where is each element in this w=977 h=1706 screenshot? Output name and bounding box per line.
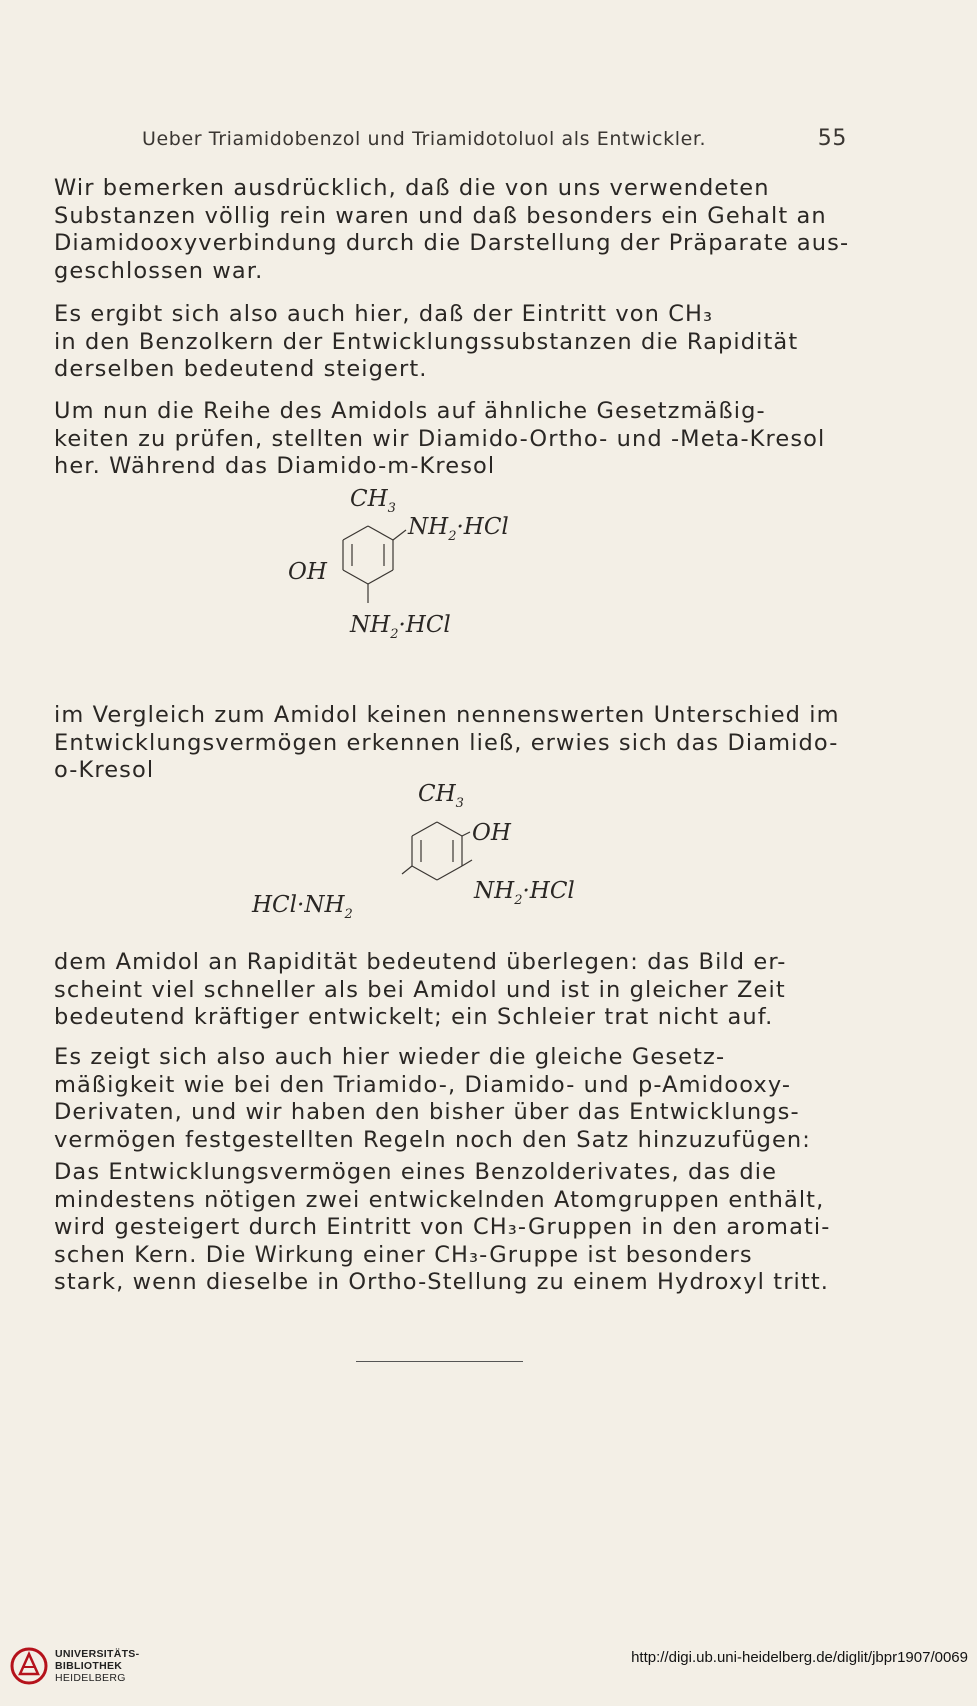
nh2-label: NH xyxy=(408,514,449,540)
paragraph-5 xyxy=(54,949,836,1032)
structural-formula-diamido-o-kresol xyxy=(250,781,630,936)
page-number: 55 xyxy=(817,126,847,151)
hcl-label: ·HCl xyxy=(398,612,451,638)
svg-text:NH2·HCl xyxy=(349,612,451,642)
paragraph-7 xyxy=(54,1159,836,1297)
svg-text:HCl·NH2 xyxy=(251,892,353,922)
benzene-ring-diagram xyxy=(290,488,610,688)
ch3-label: CH xyxy=(350,486,388,512)
structural-formula-diamido-m-kresol xyxy=(290,488,610,688)
text-line: Wir bemerken ausdrücklich, daß die von uns verwendeten xyxy=(54,175,770,201)
text-line: derselben bedeutend steigert. xyxy=(54,356,428,382)
library-name xyxy=(55,1648,139,1684)
text-line: schen Kern. Die Wirkung einer CH₃-Gruppe ist besonders xyxy=(54,1241,753,1268)
text-line: bedeutend kräftiger entwickelt; ein Schleier trat nicht auf. xyxy=(54,1004,774,1030)
text-line: Substanzen völlig rein waren und daß besonders ein Gehalt an xyxy=(54,202,827,229)
text-line: mindestens nötigen zwei entwickelnden Atomgruppen enthält, xyxy=(54,1186,825,1213)
text-line: wird gesteigert durch Eintritt von CH₃-Gruppen in den aromati- xyxy=(54,1214,831,1240)
text-line: in den Benzolkern der Entwicklungssubstanzen die Rapidität xyxy=(54,328,799,355)
benzene-ring-diagram xyxy=(250,781,630,936)
ch3-subscript: 3 xyxy=(387,501,396,516)
paragraph-4 xyxy=(54,702,840,785)
library-name-line: BIBLIOTHEK xyxy=(55,1660,123,1672)
paragraph-1 xyxy=(54,175,850,285)
library-name-line: HEIDELBERG xyxy=(55,1672,126,1684)
text-line: Derivaten, und wir haben den bisher über das Entwicklungs- xyxy=(54,1099,800,1125)
paragraph-6 xyxy=(54,1044,836,1154)
text-line: Es zeigt sich also auch hier wieder die gleiche Gesetz- xyxy=(54,1044,726,1070)
text-line: her. Während das Diamido-m-Kresol xyxy=(54,453,496,479)
heidelberg-seal-icon xyxy=(10,1646,48,1686)
hcl-label: ·HCl xyxy=(522,878,575,904)
text-line: Es ergibt sich also auch hier, daß der Eintritt von CH₃ xyxy=(54,301,714,327)
nh2-subscript: 2 xyxy=(390,627,399,642)
nh2-subscript: 2 xyxy=(344,907,353,922)
paragraph-2 xyxy=(54,301,836,384)
hcl-nh2-label: HCl·NH xyxy=(252,892,345,918)
hcl-label: ·HCl xyxy=(456,514,509,540)
text-line: vermögen festgestellten Regeln noch den Satz hinzuzufügen: xyxy=(54,1126,811,1153)
svg-text:NH2·HCl xyxy=(473,878,575,908)
text-line: o-Kresol xyxy=(54,757,155,783)
ch3-subscript: 3 xyxy=(455,796,464,811)
text-line: Diamidooxyverbindung durch die Darstellung der Präparate aus- xyxy=(54,230,850,256)
running-title: Ueber Triamidobenzol und Triamidotoluol als Entwickler. xyxy=(142,128,707,150)
text-line: keiten zu prüfen, stellten wir Diamido-Ortho- und -Meta-Kresol xyxy=(54,425,826,452)
source-url-link[interactable]: http://digi.ub.uni-heidelberg.de/diglit/jbpr1907/0069 xyxy=(631,1649,968,1666)
library-logo[interactable] xyxy=(10,1644,190,1700)
oh-label: OH xyxy=(472,820,511,846)
text-line: Entwicklungsvermögen erkennen ließ, erwies sich das Diamido- xyxy=(54,729,839,756)
text-line: stark, wenn dieselbe in Ortho-Stellung zu einem Hydroxyl tritt. xyxy=(54,1269,830,1295)
nh2-subscript: 2 xyxy=(514,893,523,908)
library-name-line: UNIVERSITÄTS- xyxy=(55,1648,140,1660)
svg-text:CH3 xyxy=(418,781,464,811)
nh2-label: NH xyxy=(350,612,391,638)
text-line: im Vergleich zum Amidol keinen nennenswerten Unterschied im xyxy=(54,702,840,728)
svg-text:CH3 xyxy=(350,486,396,516)
text-line: mäßigkeit wie bei den Triamido-, Diamido- und p-Amidooxy- xyxy=(54,1071,792,1098)
oh-label: OH xyxy=(288,559,327,585)
nh2-subscript: 2 xyxy=(448,529,457,544)
svg-text:NH2·HCl xyxy=(407,514,509,544)
end-rule-divider xyxy=(356,1361,523,1362)
text-line: Um nun die Reihe des Amidols auf ähnliche Gesetzmäßig- xyxy=(54,398,766,424)
text-line: dem Amidol an Rapidität bedeutend überlegen: das Bild er- xyxy=(54,949,787,975)
paragraph-3 xyxy=(54,398,836,481)
text-line: geschlossen war. xyxy=(54,257,264,284)
nh2-label: NH xyxy=(474,878,515,904)
ch3-label: CH xyxy=(418,781,456,807)
text-line: scheint viel schneller als bei Amidol und ist in gleicher Zeit xyxy=(54,976,786,1003)
text-line: Das Entwicklungsvermögen eines Benzolderivates, das die xyxy=(54,1159,778,1185)
